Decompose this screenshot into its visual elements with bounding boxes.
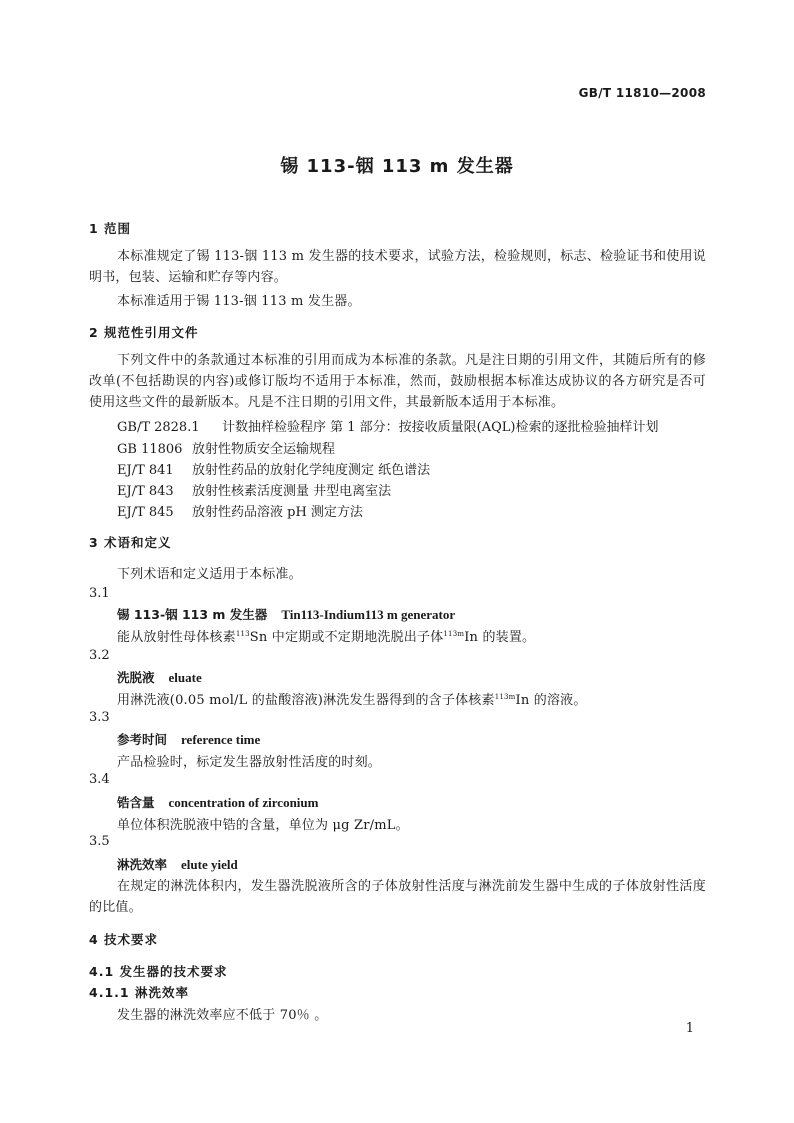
- subsection-heading: 4.1 发生器的技术要求: [89, 964, 228, 979]
- term-definition: 产品检验时，标定发生器放射性活度的时刻。: [117, 755, 382, 770]
- reference-item: EJ/T 841 放射性药品的放射化学纯度测定 纸色谱法: [117, 463, 431, 478]
- term-definition: 在规定的淋洗体积内，发生器洗脱液所含的子体放射性活度与淋洗前发生器中生成的子体放射性活度的比值。: [89, 879, 706, 915]
- section-1-heading: 1 范围: [89, 221, 132, 236]
- section-4-paragraph-1: 发生器的淋洗效率应不低于 70％ 。: [117, 1008, 328, 1023]
- reference-item: EJ/T 843 放射性核素活度测量 井型电离室法: [117, 484, 392, 499]
- reference-item: GB 11806 放射性物质安全运输规程: [117, 442, 336, 457]
- reference-item: GB/T 2828.1 计数抽样检验程序 第 1 部分：按接收质量限(AQL)检索的逐批检验抽样计划: [117, 420, 659, 435]
- term-heading: 锡 113-铟 113 m 发生器 Tin113-Indium113 m generator: [117, 607, 456, 622]
- term-heading: 洗脱液 eluate: [117, 670, 202, 685]
- standard-number: GB/T 11810—2008: [578, 86, 706, 100]
- reference-item: EJ/T 845 放射性药品溶液 pH 测定方法: [117, 505, 363, 520]
- term-heading: 锆含量 concentration of zirconium: [117, 795, 319, 810]
- term-heading: 淋洗效率 elute yield: [117, 857, 238, 872]
- term-number: 3.1: [89, 586, 110, 601]
- term-number: 3.5: [89, 834, 110, 849]
- term-definition: 能从放射性母体核素$^{113}$Sn 中定期或不定期地洗脱出子体$^{113m}$In 的装置。: [117, 630, 536, 645]
- section-2-paragraph-1: 下列文件中的条款通过本标准的引用而成为本标准的条款。凡是注日期的引用文件，其随后所有的修改单(不包括勘误的内容)或修订版均不适用于本标准，然而，鼓励根据本标准达成协议的各方研究是否可使用这些文件的最新版本。凡是不注日期的引用文件，其最新版本适用于本标准。: [89, 353, 706, 410]
- section-1-paragraph-1: 本标准规定了锡 113-铟 113 m 发生器的技术要求，试验方法，检验规则，标志、检验证书和使用说明书，包装、运输和贮存等内容。: [89, 249, 706, 285]
- section-4-heading: 4 技术要求: [89, 932, 159, 947]
- term-definition: 用淋洗液(0.05 mol/L 的盐酸溶液)淋洗发生器得到的含子体核素$^{113m}$In 的溶液。: [117, 693, 587, 708]
- section-2-heading: 2 规范性引用文件: [89, 325, 199, 340]
- section-3-intro: 下列术语和定义适用于本标准。: [117, 567, 302, 582]
- section-3-heading: 3 术语和定义: [89, 535, 172, 550]
- term-number: 3.3: [89, 710, 110, 725]
- term-number: 3.2: [89, 648, 110, 663]
- term-number: 3.4: [89, 772, 110, 787]
- term-definition: 单位体积洗脱液中锆的含量，单位为 μg Zr/mL。: [117, 818, 409, 833]
- page-number: 1: [685, 1021, 694, 1036]
- term-heading: 参考时间 reference time: [117, 732, 261, 747]
- section-1-paragraph-2: 本标准适用于锡 113-铟 113 m 发生器。: [117, 294, 361, 309]
- subsection-heading: 4.1.1 淋洗效率: [89, 985, 189, 1000]
- document-title: 锡 113-铟 113 m 发生器: [280, 156, 514, 177]
